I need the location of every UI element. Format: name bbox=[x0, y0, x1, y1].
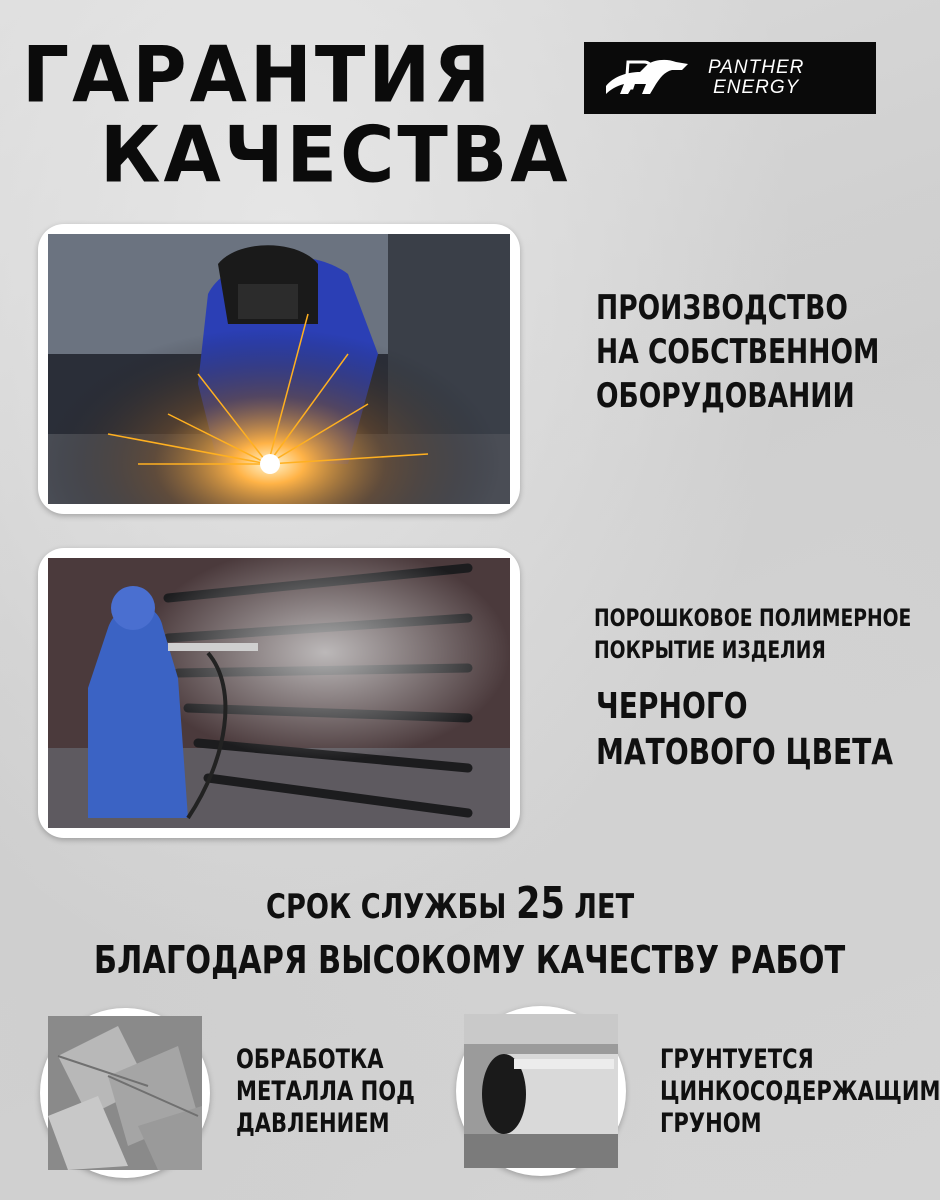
panther-logo-icon bbox=[584, 42, 704, 114]
metal-sheets-circle bbox=[40, 1008, 210, 1178]
service-prefix: СРОК СЛУЖБЫ bbox=[265, 887, 507, 927]
logo-text bbox=[708, 58, 804, 98]
feature2-big-line: ЧЕРНОГО bbox=[596, 686, 748, 727]
logo-line1: PANTHER bbox=[708, 57, 805, 78]
powder-coating-photo bbox=[48, 558, 510, 828]
logo-line2: ENERGY bbox=[713, 77, 800, 98]
primed-pipe-photo bbox=[464, 1014, 618, 1168]
brand-logo bbox=[584, 42, 876, 114]
feature3-line: ОБРАБОТКА bbox=[236, 1044, 384, 1075]
feature4-line: ГРУНОМ bbox=[660, 1108, 762, 1139]
service-suffix: ЛЕТ bbox=[574, 887, 635, 927]
feature1-line: ОБОРУДОВАНИИ bbox=[596, 376, 855, 416]
feature2-big-line: МАТОВОГО ЦВЕТА bbox=[596, 732, 894, 773]
feature2-small-line: ПОРОШКОВОЕ ПОЛИМЕРНОЕ bbox=[594, 604, 912, 632]
service-years: 25 bbox=[515, 878, 565, 929]
feature3-line: МЕТАЛЛА ПОД bbox=[236, 1076, 415, 1107]
feature3-text bbox=[236, 1044, 415, 1140]
service-life-line bbox=[0, 878, 900, 929]
feature2-small-line: ПОКРЫТИЕ ИЗДЕЛИЯ bbox=[594, 636, 826, 664]
welding-photo bbox=[48, 234, 510, 504]
feature3-line: ДАВЛЕНИЕМ bbox=[236, 1108, 390, 1139]
feature1-line: НА СОБСТВЕННОМ bbox=[596, 332, 880, 372]
welding-photo-card bbox=[38, 224, 520, 514]
feature1-line: ПРОИЗВОДСТВО bbox=[596, 288, 848, 328]
metal-sheets-photo bbox=[48, 1016, 202, 1170]
primed-pipe-circle bbox=[456, 1006, 626, 1176]
feature4-line: ЦИНКОСОДЕРЖАЩИМ bbox=[660, 1076, 940, 1107]
powder-coating-photo-card bbox=[38, 548, 520, 838]
quality-line bbox=[0, 938, 900, 982]
page-title-line2: КАЧЕСТВА bbox=[100, 109, 571, 201]
quality-text: БЛАГОДАРЯ ВЫСОКОМУ КАЧЕСТВУ РАБОТ bbox=[93, 938, 846, 982]
page-title-line1: ГАРАНТИЯ bbox=[22, 29, 494, 121]
feature2-small-text bbox=[594, 602, 911, 666]
feature2-big-text bbox=[596, 684, 893, 776]
feature4-text bbox=[660, 1044, 940, 1140]
feature1-text bbox=[596, 286, 879, 418]
feature4-line: ГРУНТУЕТСЯ bbox=[660, 1044, 814, 1075]
